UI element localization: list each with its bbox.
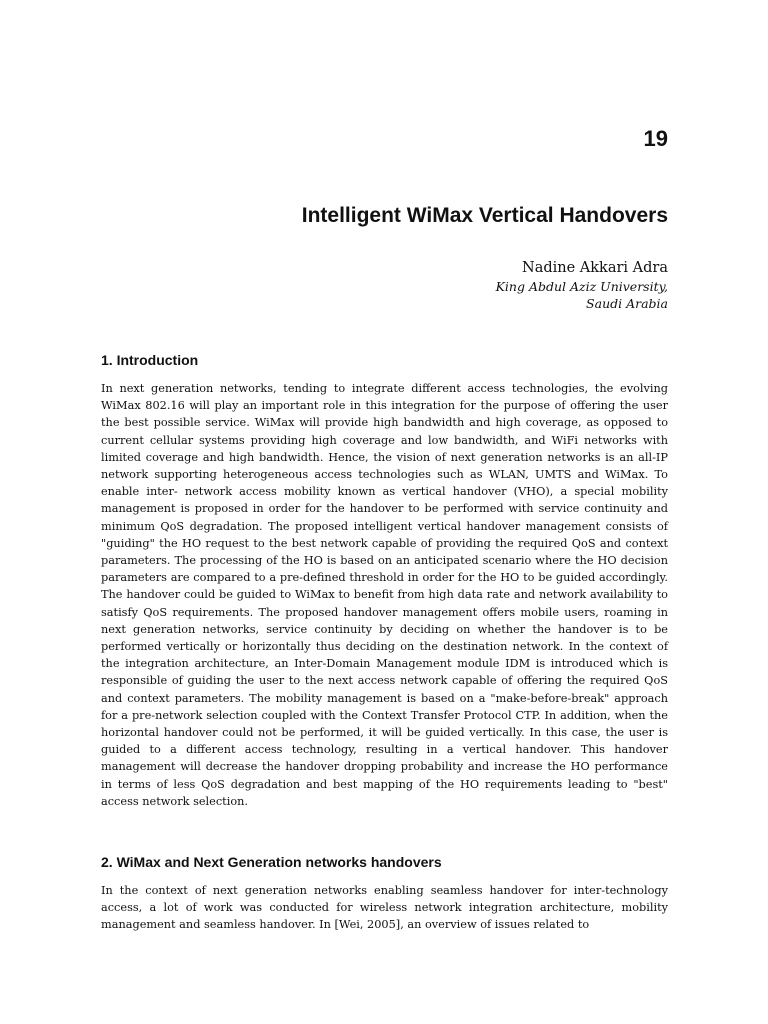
author-affiliation-line1: King Abdul Aziz University, <box>495 279 668 294</box>
author-affiliation-line2: Saudi Arabia <box>586 296 668 311</box>
chapter-number: 19 <box>643 126 668 151</box>
section-paragraph: In next generation networks, tending to integrate different access technologies, the evolving WiMax 802.16 will play an important role in this integration for the purpose of offering the user the best possible service. WiMax will provide high bandwidth and high coverage, as opposed to current cellular systems providing high coverage and low bandwidth, and WiFi networks with limited coverage and high bandwidth. Hence, the vision of next generation networks is an all-IP network supporting heterogeneous access technologies such as WLAN, UMTS and WiMax. To enable inter- network access mobility known as vertical handover (VHO), a special mobility management is proposed in order for the handover to be performed with service continuity and minimum QoS degradation. The proposed intelligent vertical handover management consists of "guiding" the HO request to the best network capable of providing the required QoS and context parameters. The processing of the HO is based on an anticipated scenario where the HO decision parameters are compared to a pre-defined threshold in order for the HO to be guided accordingly. The handover could be guided to WiMax to benefit from high data rate and network availability to satisfy QoS requirements. The proposed handover management offers mobile users, roaming in next generation networks, service continuity by deciding on whether the handover is to be performed vertically or horizontally thus deciding on the destination network. In the context of the integration architecture, an Inter-Domain Management module IDM is introduced which is responsible of guiding the user to the next access network capable of offering the required QoS and context parameters. The mobility management is based on a "make-before-break" approach for a pre-network selection coupled with the Context Transfer Protocol CTP. In addition, when the horizontal handover could not be performed, it will be guided vertically. In this case, the user is guided to a different access technology, resulting in a vertical handover. This handover management will decrease the handover dropping probability and increase the HO performance in terms of less QoS degradation and best mapping of the HO requirements leading to "best" access network selection. <box>101 382 668 808</box>
section-heading: 2. WiMax and Next Generation networks handovers <box>101 854 442 870</box>
author-name: Nadine Akkari Adra <box>522 260 668 276</box>
author-block <box>496 258 668 312</box>
section-heading: 1. Introduction <box>101 352 199 368</box>
chapter-title: Intelligent WiMax Vertical Handovers <box>301 204 668 227</box>
section-wimax-handovers <box>101 854 668 934</box>
section-introduction <box>101 352 668 810</box>
section-paragraph: In the context of next generation networks enabling seamless handover for inter-technology access, a lot of work was conducted for wireless network integration architecture, mobility management and seamless handover. In [Wei, 2005], an overview of issues related to <box>101 884 668 932</box>
